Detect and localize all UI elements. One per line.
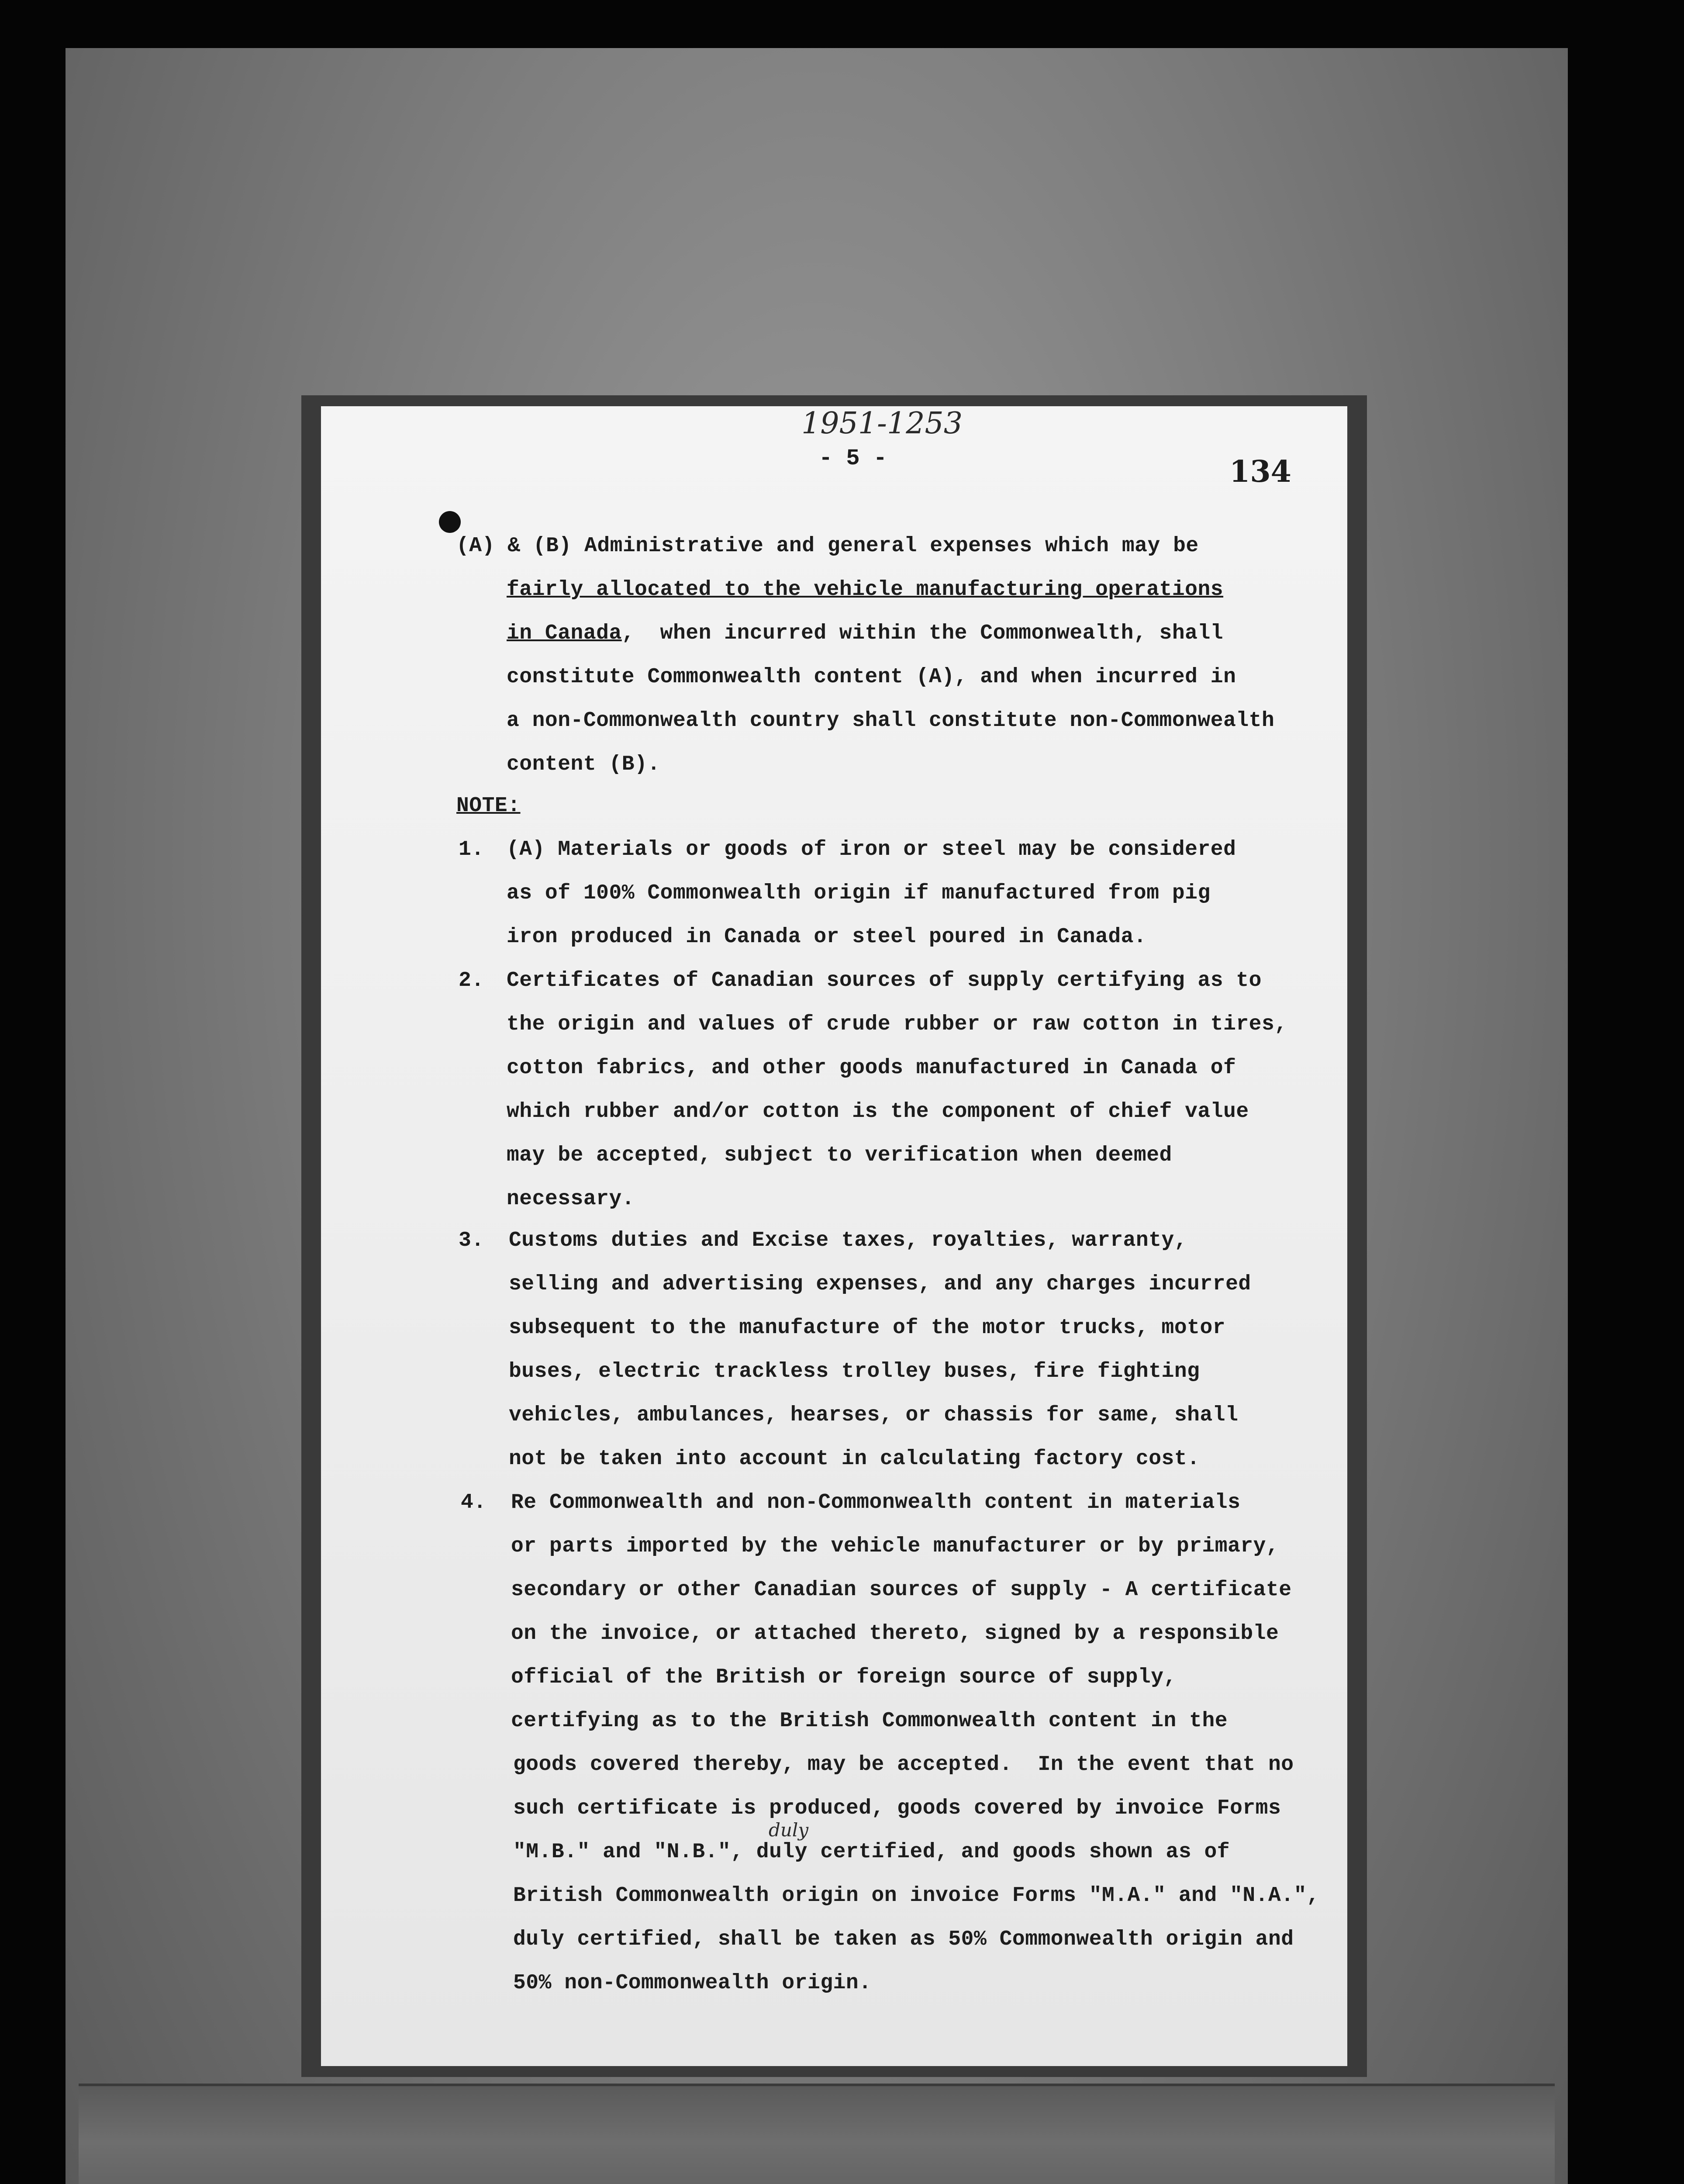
film-band (79, 2084, 1555, 2184)
intro-line-3-rest: , when incurred within the Commonwealth, shall (621, 622, 1224, 645)
note-3-line: Customs duties and Excise taxes, royalties, warranty, (509, 1229, 1187, 1252)
intro-line-4: constitute Commonwealth content (A), and when incurred in (507, 665, 1236, 689)
note-4-line: "M.B." and "N.B.", duly certified, and goods shown as of (513, 1840, 1230, 1864)
note-2-line: the origin and values of crude rubber or raw cotton in tires, (507, 1013, 1287, 1036)
note-4-line: duly certified, shall be taken as 50% Commonwealth origin and (513, 1928, 1294, 1951)
note-4-line: official of the British or foreign source of supply, (511, 1666, 1177, 1689)
note-2-line: which rubber and/or cotton is the component of chief value (507, 1100, 1249, 1123)
handwritten-insert: duly (769, 1819, 809, 1841)
punch-hole (439, 511, 461, 533)
note-2-line: necessary. (507, 1187, 635, 1211)
note-3-number: 3. (459, 1229, 484, 1252)
note-3-line: buses, electric trackless trolley buses, fire fighting (509, 1360, 1200, 1383)
intro-underlined-2: in Canada (507, 622, 622, 645)
intro-underlined-1: fairly allocated to the vehicle manufacturing operations (507, 578, 1224, 601)
note-4-number: 4. (461, 1491, 487, 1514)
document-page (321, 406, 1347, 2066)
note-4-line: certifying as to the British Commonwealth content in the (511, 1709, 1228, 1733)
note-4-line: secondary or other Canadian sources of supply - A certificate (511, 1578, 1292, 1602)
note-1-line: (A) Materials or goods of iron or steel may be considered (507, 838, 1236, 861)
note-2-line: may be accepted, subject to verification when deemed (507, 1144, 1172, 1167)
note-4-line: Re Commonwealth and non-Commonwealth content in materials (511, 1491, 1241, 1514)
note-1-number: 1. (459, 838, 484, 861)
intro-line-6: content (B). (507, 753, 660, 776)
note-3-line: selling and advertising expenses, and any charges incurred (509, 1272, 1251, 1296)
note-1-line: iron produced in Canada or steel poured in Canada. (507, 925, 1147, 949)
note-3-line: vehicles, ambulances, hearses, or chassis for same, shall (509, 1403, 1239, 1427)
page-number: - 5 - (819, 446, 887, 471)
note-3-line: subsequent to the manufacture of the motor trucks, motor (509, 1316, 1226, 1340)
folio-stamp: 134 (1229, 454, 1291, 489)
note-4-line: 50% non-Commonwealth origin. (513, 1971, 872, 1995)
note-2-number: 2. (459, 969, 484, 992)
note-4-line: or parts imported by the vehicle manufacturer or by primary, (511, 1534, 1279, 1558)
note-4-line: British Commonwealth origin on invoice Forms "M.A." and "N.A.", (513, 1884, 1320, 1908)
note-1-line: as of 100% Commonwealth origin if manufactured from pig (507, 881, 1211, 905)
note-4-line: on the invoice, or attached thereto, signed by a responsible (511, 1622, 1279, 1645)
note-4-line: such certificate is produced, goods covered by invoice Forms (513, 1797, 1281, 1820)
handwritten-reference: 1951-1253 (801, 406, 963, 441)
note-4-line: goods covered thereby, may be accepted. In the event that no (513, 1753, 1294, 1776)
intro-line-5: a non-Commonwealth country shall constitute non-Commonwealth (507, 709, 1275, 733)
note-2-line: Certificates of Canadian sources of supply certifying as to (507, 969, 1262, 992)
intro-line-1: (A) & (B) Administrative and general expenses which may be (456, 534, 1199, 558)
intro-line-3 (507, 620, 1223, 646)
note-2-line: cotton fabrics, and other goods manufactured in Canada of (507, 1056, 1236, 1080)
note-heading: NOTE: (456, 794, 521, 818)
note-3-line: not be taken into account in calculating factory cost. (509, 1447, 1200, 1471)
